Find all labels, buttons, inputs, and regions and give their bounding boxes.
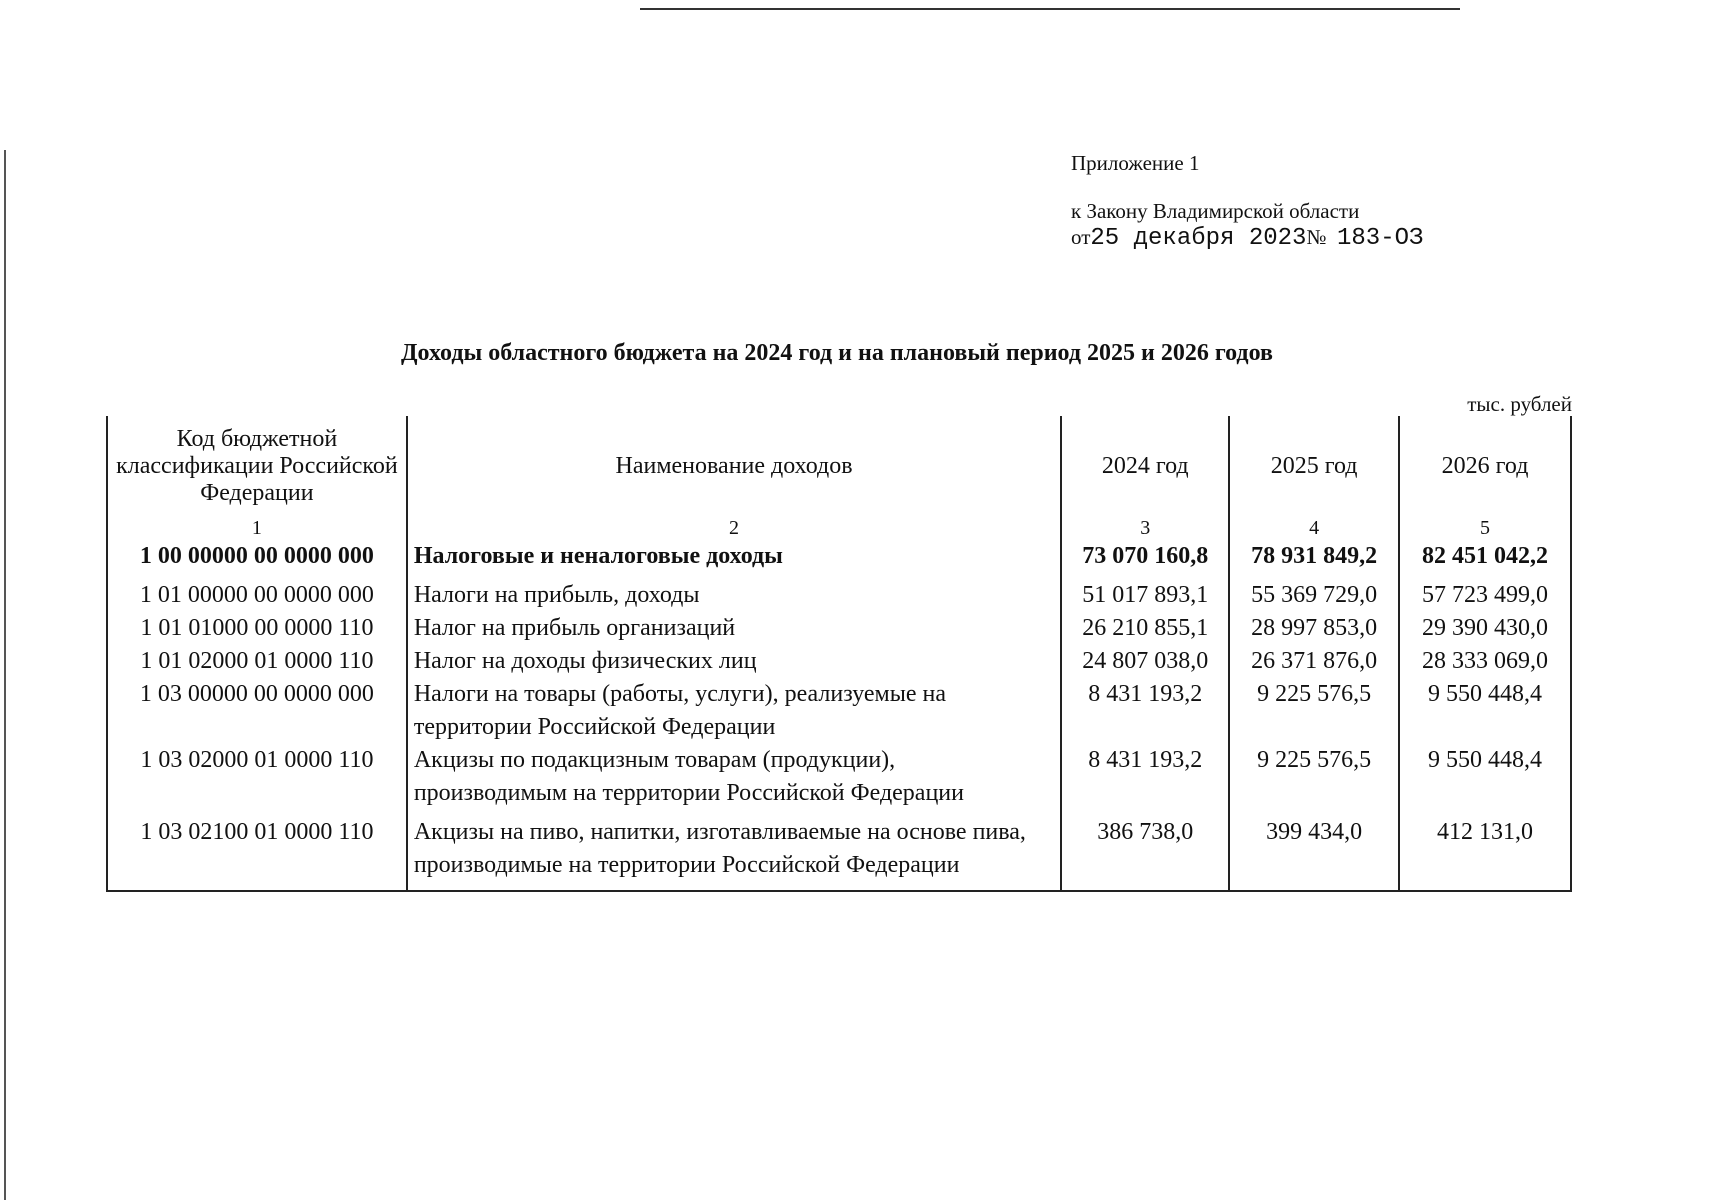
row-name: Налог на доходы физических лиц — [407, 645, 1061, 678]
column-number: 5 — [1399, 516, 1571, 540]
row-value-2026: 9 550 448,4 — [1399, 678, 1571, 744]
header-year-2025: 2025 год — [1229, 416, 1399, 516]
appendix-date: 25 декабря 2023 — [1090, 225, 1307, 252]
appendix-law-reference: к Закону Владимирской области — [1071, 199, 1360, 223]
row-value-2026: 9 550 448,4 — [1399, 744, 1571, 810]
header-code: Код бюджетной классификации Российской Федерации — [107, 416, 407, 516]
row-code: 1 01 01000 00 0000 110 — [107, 612, 407, 645]
appendix-number: 183-ОЗ — [1337, 225, 1424, 252]
row-value-2024: 386 738,0 — [1061, 810, 1229, 891]
appendix-block — [1071, 150, 1423, 252]
row-value-2024: 51 017 893,1 — [1061, 573, 1229, 612]
document-title: Доходы областного бюджета на 2024 год и на плановый период 2025 и 2026 годов — [401, 340, 1273, 366]
row-value-2024: 8 431 193,2 — [1061, 678, 1229, 744]
row-code: 1 01 00000 00 0000 000 — [107, 573, 407, 612]
revenue-table — [106, 416, 1572, 892]
row-value-2025: 28 997 853,0 — [1229, 612, 1399, 645]
units-label: тыс. рублей — [1467, 392, 1572, 416]
row-value-2024: 73 070 160,8 — [1061, 540, 1229, 573]
table-row — [107, 540, 1571, 573]
scan-artifact-line — [640, 8, 1460, 10]
row-value-2025: 55 369 729,0 — [1229, 573, 1399, 612]
table-row — [107, 810, 1571, 891]
row-name: Акцизы по подакцизным товарам (продукции), производимым на территории Российской Федерации — [407, 744, 1061, 810]
appendix-title: Приложение 1 — [1071, 151, 1200, 175]
appendix-number-sign: № — [1306, 225, 1327, 249]
table-row — [107, 678, 1571, 744]
table-row — [107, 573, 1571, 612]
row-name: Налоги на товары (работы, услуги), реализуемые на территории Российской Федерации — [407, 678, 1061, 744]
column-number: 1 — [107, 516, 407, 540]
row-code: 1 03 00000 00 0000 000 — [107, 678, 407, 744]
column-number: 2 — [407, 516, 1061, 540]
appendix-date-line — [1071, 224, 1423, 252]
header-name: Наименование доходов — [407, 416, 1061, 516]
row-value-2026: 57 723 499,0 — [1399, 573, 1571, 612]
header-year-2026: 2026 год — [1399, 416, 1571, 516]
row-value-2025: 9 225 576,5 — [1229, 744, 1399, 810]
row-value-2025: 399 434,0 — [1229, 810, 1399, 891]
row-code: 1 00 00000 00 0000 000 — [107, 540, 407, 573]
row-value-2026: 29 390 430,0 — [1399, 612, 1571, 645]
column-number: 4 — [1229, 516, 1399, 540]
row-value-2025: 78 931 849,2 — [1229, 540, 1399, 573]
column-number-row — [107, 516, 1571, 540]
row-value-2025: 9 225 576,5 — [1229, 678, 1399, 744]
row-code: 1 03 02100 01 0000 110 — [107, 810, 407, 891]
row-code: 1 03 02000 01 0000 110 — [107, 744, 407, 810]
scan-page-edge — [4, 150, 6, 1200]
row-name: Налоги на прибыль, доходы — [407, 573, 1061, 612]
row-value-2024: 24 807 038,0 — [1061, 645, 1229, 678]
row-value-2026: 412 131,0 — [1399, 810, 1571, 891]
row-name: Налоговые и неналоговые доходы — [407, 540, 1061, 573]
row-value-2026: 82 451 042,2 — [1399, 540, 1571, 573]
row-value-2025: 26 371 876,0 — [1229, 645, 1399, 678]
table-header-row — [107, 416, 1571, 516]
header-year-2024: 2024 год — [1061, 416, 1229, 516]
table-row — [107, 645, 1571, 678]
column-number: 3 — [1061, 516, 1229, 540]
table-row — [107, 744, 1571, 810]
row-value-2026: 28 333 069,0 — [1399, 645, 1571, 678]
row-value-2024: 26 210 855,1 — [1061, 612, 1229, 645]
row-value-2024: 8 431 193,2 — [1061, 744, 1229, 810]
row-name: Налог на прибыль организаций — [407, 612, 1061, 645]
table-row — [107, 612, 1571, 645]
row-name: Акцизы на пиво, напитки, изготавливаемые на основе пива, производимые на территории Российской Федерации — [407, 810, 1061, 891]
appendix-from-label: от — [1071, 225, 1091, 249]
row-code: 1 01 02000 01 0000 110 — [107, 645, 407, 678]
